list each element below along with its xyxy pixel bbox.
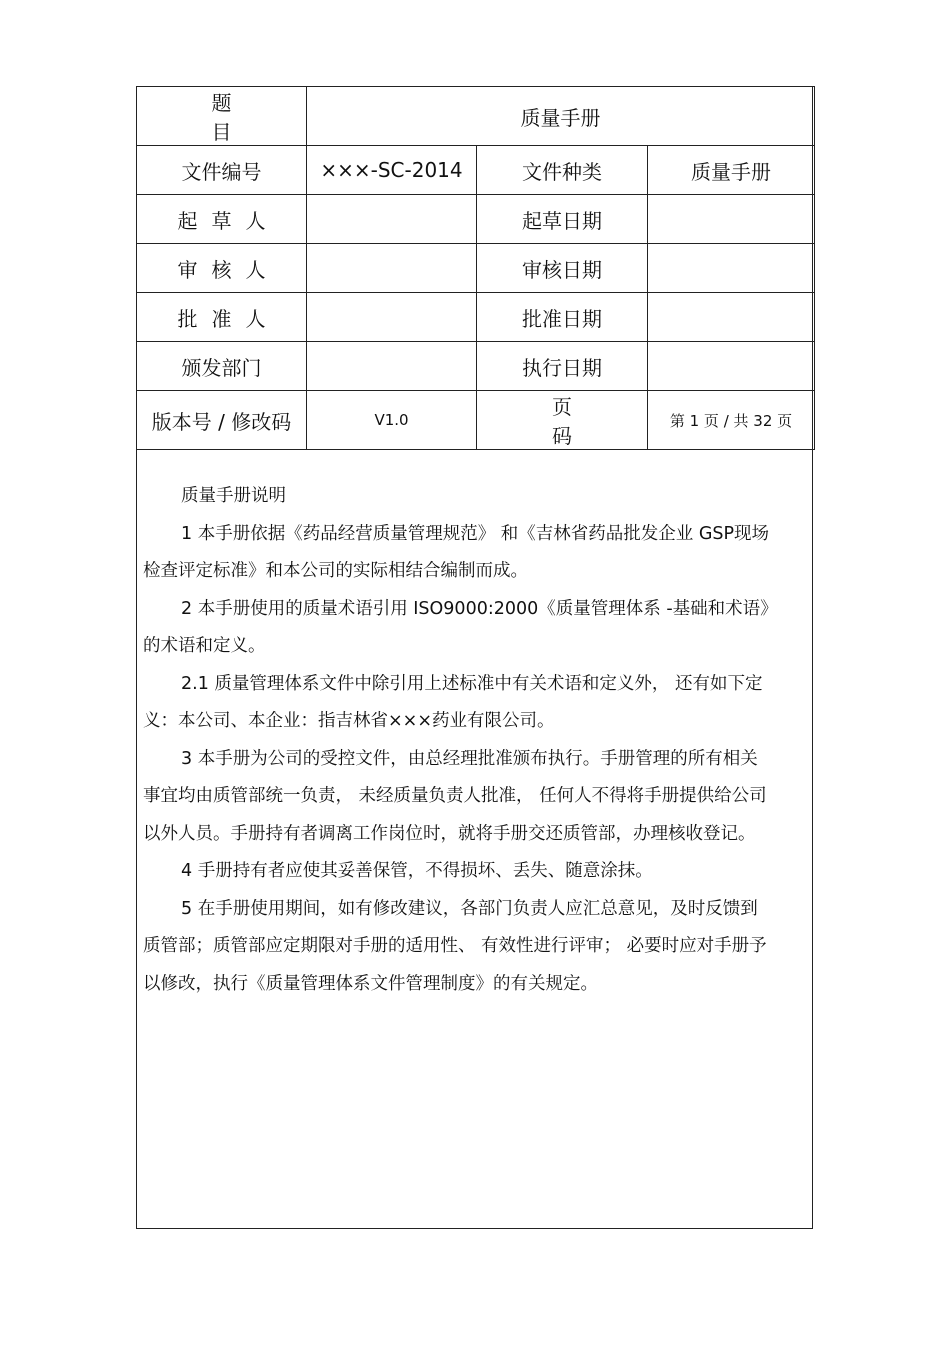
version-label: 版本号 / 修改码 [137,391,307,450]
drafter-row [137,195,815,244]
paragraph-line: 以外人员。手册持有者调离工作岗位时，就将手册交还质管部，办理核收登记。 [143,823,756,844]
version-row [137,391,815,450]
paragraph-line: 质管部；质管部应定期限对手册的适用性、 有效性进行评审； 必要时应对手册予 [143,936,767,956]
document-body [143,478,807,1003]
doc-no-label: 文件编号 [137,146,307,195]
approver-value [307,293,477,342]
title-value: 质量手册 [307,87,815,146]
page-value: 第 1 页 / 共 32 页 [648,391,815,450]
draft-date-value [648,195,815,244]
page-label: 页码 [477,391,648,450]
exec-date-value [648,342,815,391]
paragraph-line: 4 手册持有者应使其妥善保管，不得损坏、丢失、随意涂抹。 [181,861,653,881]
paragraph-line: 检查评定标准》和本公司的实际相结合编制而成。 [143,561,528,581]
doc-no-value: ×××-SC-2014 [307,146,477,195]
paragraph-3 [143,741,807,854]
reviewer-value [307,244,477,293]
exec-date-label: 执行日期 [477,342,648,391]
reviewer-label: 审核人 [137,244,307,293]
doc-type-label: 文件种类 [477,146,648,195]
paragraph-line: 1 本手册依据《药品经营质量管理规范》 和《吉林省药品批发企业 GSP现场 [181,523,770,544]
review-date-value [648,244,815,293]
paragraph-2-1 [143,666,807,741]
paragraph-line: 5 在手册使用期间，如有修改建议，各部门负责人应汇总意见，及时反馈到 [181,898,758,919]
paragraph-2 [143,591,807,666]
paragraph-line: 义：本公司、本企业：指吉林省×××药业有限公司。 [143,711,555,731]
paragraph-4 [143,853,807,891]
paragraph-line: 3 本手册为公司的受控文件，由总经理批准颁布执行。手册管理的所有相关 [181,748,758,769]
issuing-dept-value [307,342,477,391]
paragraph-line: 2 本手册使用的质量术语引用 ISO9000:2000《质量管理体系 -基础和术语》 [181,598,778,619]
approver-label: 批准人 [137,293,307,342]
reviewer-row [137,244,815,293]
approve-date-label: 批准日期 [477,293,648,342]
paragraph-line: 事宜均由质管部统一负责， 未经质量负责人批准， 任何人不得将手册提供给公司 [143,786,767,806]
doc-type-value: 质量手册 [648,146,815,195]
document-info-table [136,86,815,450]
approve-date-value [648,293,815,342]
paragraph-line: 2.1 质量管理体系文件中除引用上述标准中有关术语和定义外， 还有如下定 [181,673,763,694]
review-date-label: 审核日期 [477,244,648,293]
drafter-label: 起草人 [137,195,307,244]
paragraph-line: 的术语和定义。 [143,636,266,656]
title-row [137,87,815,146]
issuing-dept-row [137,342,815,391]
title-label: 题目 [137,87,307,146]
paragraph-1 [143,516,807,591]
doc-no-row [137,146,815,195]
approver-row [137,293,815,342]
drafter-value [307,195,477,244]
draft-date-label: 起草日期 [477,195,648,244]
issuing-dept-label: 颁发部门 [137,342,307,391]
paragraph-5 [143,891,807,1004]
section-heading: 质量手册说明 [181,486,286,506]
paragraph-line: 以修改，执行《质量管理体系文件管理制度》的有关规定。 [143,973,598,994]
version-value: V1.0 [307,391,477,450]
